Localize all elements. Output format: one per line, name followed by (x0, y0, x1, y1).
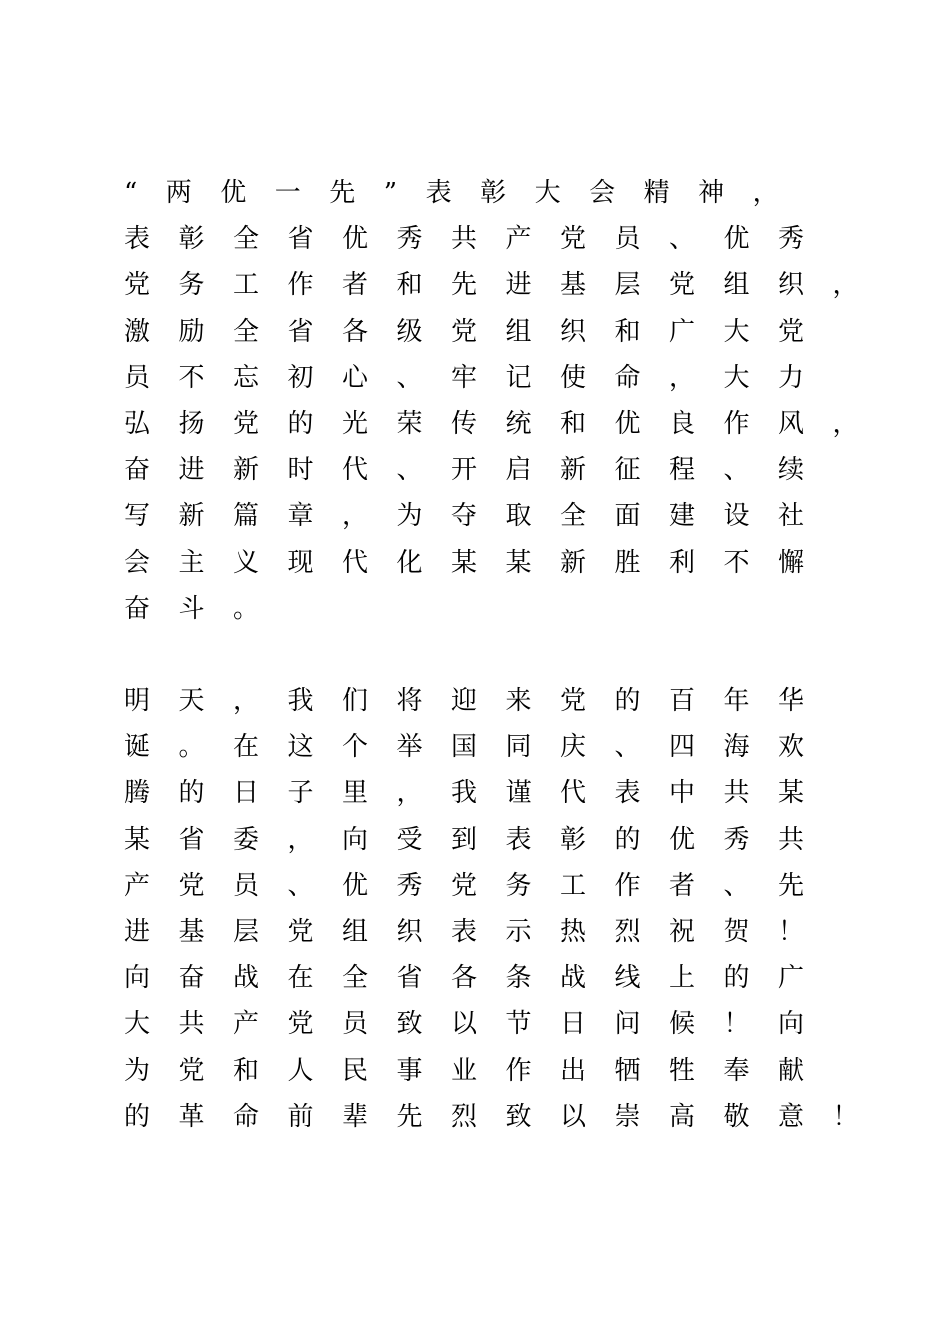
text-line: 激励全省各级党组织和广大党 (124, 316, 833, 347)
text-line: 某省委，向受到表彰的优秀共 (124, 824, 833, 855)
paragraph-1 (124, 170, 924, 632)
text-line: 弘扬党的光荣传统和优良作风， (124, 408, 888, 439)
text-line: 诞。在这个举国同庆、四海欢 (124, 732, 833, 763)
text-line: 员不忘初心、牢记使命，大力 (124, 362, 833, 393)
text-line: “两优一先”表彰大会精神， (124, 178, 808, 208)
text-line: 腾的日子里，我谨代表中共某 (124, 778, 833, 809)
text-line: 向奋战在全省各条战线上的广 (124, 963, 833, 994)
text-line: 的革命前辈先烈致以崇高敬意！ (124, 1101, 888, 1132)
text-line: 奋进新时代、开启新征程、续 (124, 455, 833, 486)
text-line: 大共产党员致以节日问候！向 (124, 1009, 833, 1040)
text-line: 党务工作者和先进基层党组织， (124, 270, 888, 301)
text-line: 为党和人民事业作出牺牲奉献 (124, 1055, 833, 1086)
text-line: 明天，我们将迎来党的百年华 (124, 686, 833, 716)
paragraph-2 (124, 678, 924, 1140)
text-line: 会主义现代化某某新胜利不懈 (124, 547, 833, 578)
text-line: 产党员、优秀党务工作者、先 (124, 870, 833, 901)
text-line: 写新篇章，为夺取全面建设社 (124, 501, 833, 532)
text-line: 进基层党组织表示热烈祝贺！ (124, 916, 833, 947)
text-line: 奋斗。 (124, 593, 288, 624)
text-line: 表彰全省优秀共产党员、优秀 (124, 224, 833, 255)
